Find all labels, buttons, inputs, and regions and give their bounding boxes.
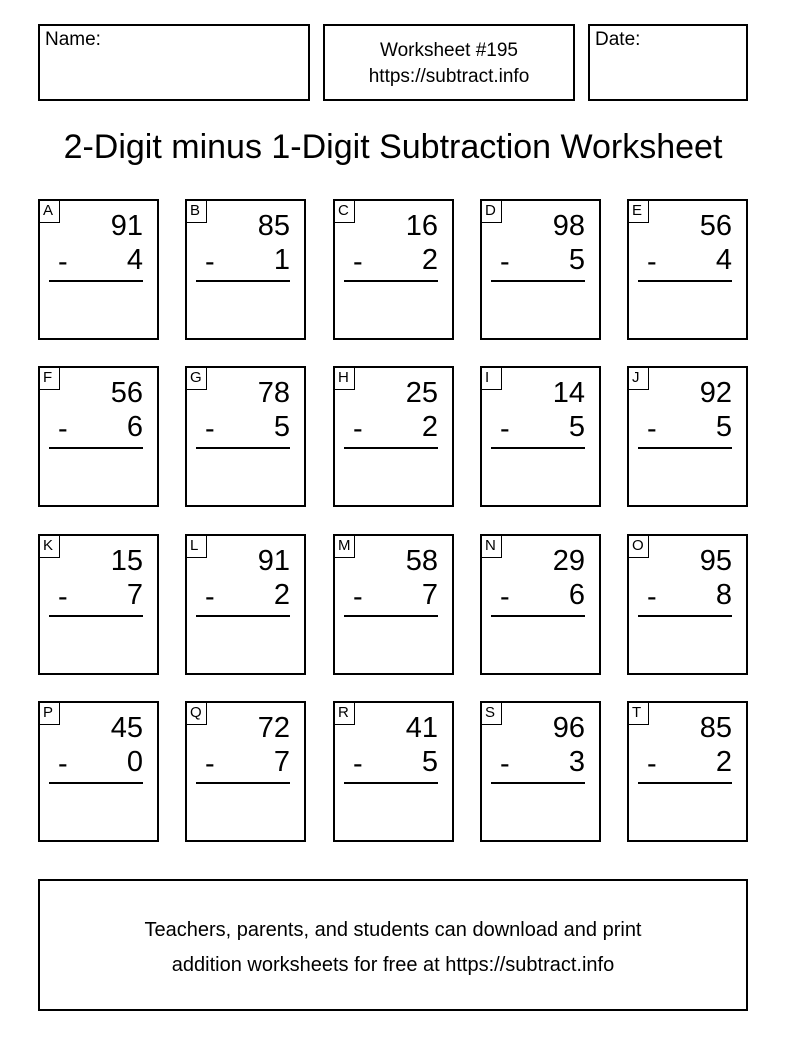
problem-card[interactable] xyxy=(185,199,306,340)
subtrahend: 2 xyxy=(421,411,438,443)
problem-letter: P xyxy=(39,702,60,725)
problem-grid xyxy=(38,199,748,842)
answer-line xyxy=(196,447,290,449)
problem-letter: N xyxy=(481,535,502,558)
answer-line xyxy=(196,782,290,784)
minuend: 91 xyxy=(110,210,143,242)
problem-card[interactable] xyxy=(480,366,601,507)
problem-letter: F xyxy=(39,367,60,390)
minuend: 56 xyxy=(110,377,143,409)
answer-line xyxy=(344,280,438,282)
problem-letter: I xyxy=(481,367,502,390)
minus-sign: - xyxy=(353,748,363,780)
answer-line xyxy=(638,447,732,449)
subtrahend: 8 xyxy=(715,579,732,611)
answer-line xyxy=(49,447,143,449)
problem-card[interactable] xyxy=(38,701,159,842)
subtrahend: 5 xyxy=(273,411,290,443)
minus-sign: - xyxy=(58,748,68,780)
problem-letter: R xyxy=(334,702,355,725)
minuend: 56 xyxy=(699,210,732,242)
subtrahend: 5 xyxy=(568,244,585,276)
problem-letter: A xyxy=(39,200,60,223)
answer-line xyxy=(491,615,585,617)
problem-card[interactable] xyxy=(627,534,748,675)
minuend: 85 xyxy=(257,210,290,242)
subtrahend: 4 xyxy=(126,244,143,276)
minuend: 98 xyxy=(552,210,585,242)
answer-line xyxy=(344,782,438,784)
answer-line xyxy=(196,280,290,282)
minus-sign: - xyxy=(205,748,215,780)
minuend: 29 xyxy=(552,545,585,577)
footer-line-2: addition worksheets for free at https://subtract.info xyxy=(171,954,615,976)
problem-card[interactable] xyxy=(480,701,601,842)
answer-line xyxy=(196,615,290,617)
footer-box xyxy=(38,879,748,1011)
answer-line xyxy=(49,782,143,784)
name-box[interactable] xyxy=(38,24,310,101)
subtrahend: 7 xyxy=(126,579,143,611)
problem-card[interactable] xyxy=(333,701,454,842)
minuend: 25 xyxy=(405,377,438,409)
minus-sign: - xyxy=(205,413,215,445)
subtrahend: 2 xyxy=(273,579,290,611)
subtrahend: 3 xyxy=(568,746,585,778)
subtrahend: 1 xyxy=(273,244,290,276)
minuend: 92 xyxy=(699,377,732,409)
minus-sign: - xyxy=(500,748,510,780)
minus-sign: - xyxy=(647,246,657,278)
subtrahend: 2 xyxy=(421,244,438,276)
answer-line xyxy=(344,615,438,617)
minus-sign: - xyxy=(58,246,68,278)
problem-letter: S xyxy=(481,702,502,725)
minuend: 85 xyxy=(699,712,732,744)
problem-letter: J xyxy=(628,367,649,390)
problem-card[interactable] xyxy=(185,366,306,507)
minus-sign: - xyxy=(647,748,657,780)
problem-card[interactable] xyxy=(627,199,748,340)
problem-letter: L xyxy=(186,535,207,558)
minus-sign: - xyxy=(353,246,363,278)
subtrahend: 5 xyxy=(715,411,732,443)
minuend: 15 xyxy=(110,545,143,577)
problem-letter: M xyxy=(334,535,355,558)
minuend: 95 xyxy=(699,545,732,577)
minuend: 96 xyxy=(552,712,585,744)
problem-card[interactable] xyxy=(333,199,454,340)
answer-line xyxy=(344,447,438,449)
subtrahend: 5 xyxy=(421,746,438,778)
worksheet-number: Worksheet #195 xyxy=(379,40,518,61)
problem-letter: C xyxy=(334,200,355,223)
problem-letter: H xyxy=(334,367,355,390)
problem-card[interactable] xyxy=(480,534,601,675)
minuend: 91 xyxy=(257,545,290,577)
minuend: 16 xyxy=(405,210,438,242)
minus-sign: - xyxy=(500,581,510,613)
subtrahend: 2 xyxy=(715,746,732,778)
minus-sign: - xyxy=(353,581,363,613)
answer-line xyxy=(49,615,143,617)
worksheet-info-box xyxy=(323,24,575,101)
answer-line xyxy=(491,782,585,784)
problem-letter: G xyxy=(186,367,207,390)
minuend: 41 xyxy=(405,712,438,744)
name-label: Name: xyxy=(45,29,101,50)
minus-sign: - xyxy=(647,413,657,445)
minuend: 58 xyxy=(405,545,438,577)
answer-line xyxy=(49,280,143,282)
problem-card[interactable] xyxy=(38,199,159,340)
footer-line-1: Teachers, parents, and students can download and print xyxy=(144,919,642,941)
minus-sign: - xyxy=(205,246,215,278)
subtrahend: 6 xyxy=(568,579,585,611)
minuend: 78 xyxy=(257,377,290,409)
problem-letter: O xyxy=(628,535,649,558)
answer-line xyxy=(638,280,732,282)
date-label: Date: xyxy=(595,29,641,50)
problem-letter: E xyxy=(628,200,649,223)
answer-line xyxy=(491,447,585,449)
date-box[interactable] xyxy=(588,24,748,101)
subtrahend: 5 xyxy=(568,411,585,443)
minuend: 45 xyxy=(110,712,143,744)
problem-card[interactable] xyxy=(38,366,159,507)
problem-card[interactable] xyxy=(627,701,748,842)
problem-card[interactable] xyxy=(38,534,159,675)
minus-sign: - xyxy=(58,581,68,613)
page-title: 2-Digit minus 1-Digit Subtraction Worksheet xyxy=(63,128,723,166)
minuend: 14 xyxy=(552,377,585,409)
problem-letter: K xyxy=(39,535,60,558)
problem-letter: T xyxy=(628,702,649,725)
problem-card[interactable] xyxy=(185,701,306,842)
problem-letter: D xyxy=(481,200,502,223)
minuend: 72 xyxy=(257,712,290,744)
minus-sign: - xyxy=(353,413,363,445)
minus-sign: - xyxy=(500,413,510,445)
problem-card[interactable] xyxy=(185,534,306,675)
answer-line xyxy=(491,280,585,282)
problem-card[interactable] xyxy=(333,534,454,675)
problem-letter: B xyxy=(186,200,207,223)
answer-line xyxy=(638,615,732,617)
minus-sign: - xyxy=(205,581,215,613)
minus-sign: - xyxy=(58,413,68,445)
minus-sign: - xyxy=(500,246,510,278)
minus-sign: - xyxy=(647,581,657,613)
worksheet-url: https://subtract.info xyxy=(368,66,530,87)
subtrahend: 0 xyxy=(126,746,143,778)
problem-letter: Q xyxy=(186,702,207,725)
problem-card[interactable] xyxy=(627,366,748,507)
subtrahend: 6 xyxy=(126,411,143,443)
subtrahend: 7 xyxy=(421,579,438,611)
subtrahend: 7 xyxy=(273,746,290,778)
answer-line xyxy=(638,782,732,784)
subtrahend: 4 xyxy=(715,244,732,276)
problem-card[interactable] xyxy=(480,199,601,340)
problem-card[interactable] xyxy=(333,366,454,507)
